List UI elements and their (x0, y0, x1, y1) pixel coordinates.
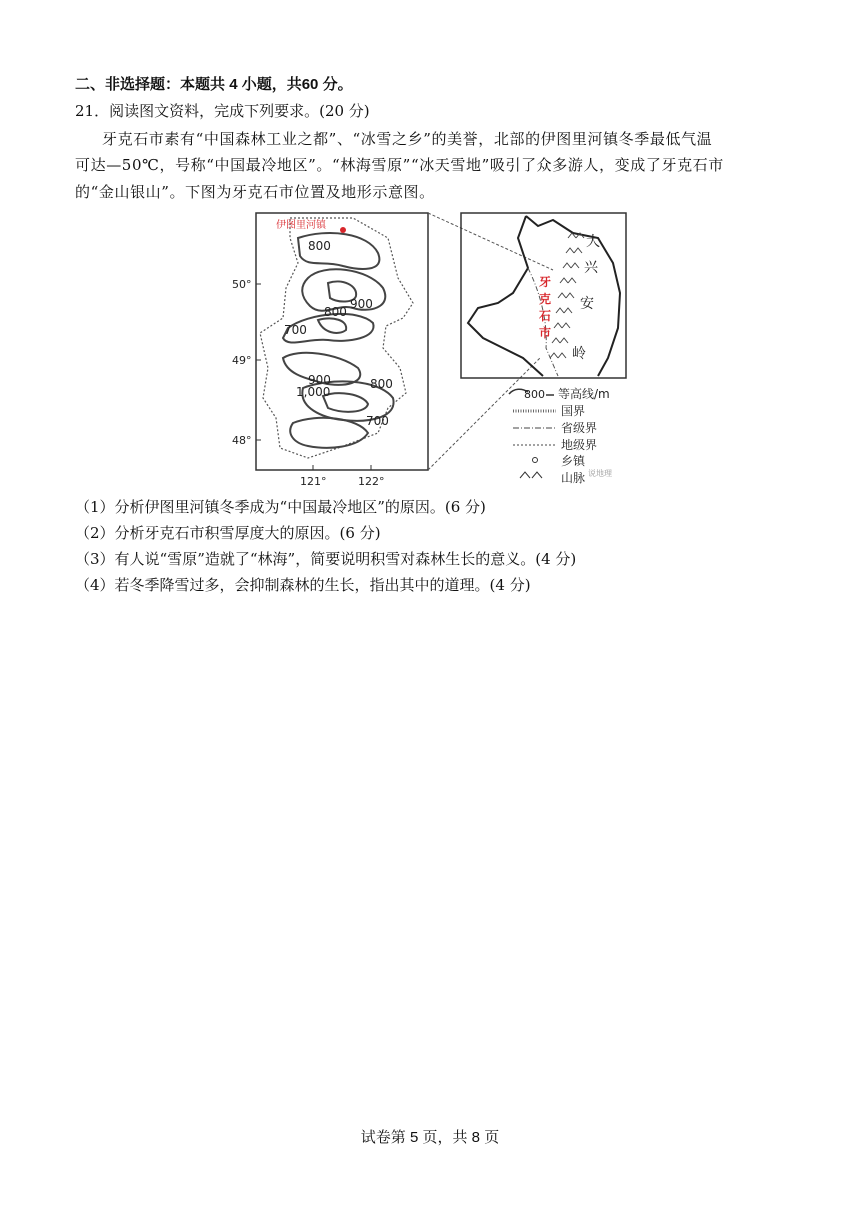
legend-mountain-symbol (520, 472, 542, 478)
question-title: 21．阅读图文资料，完成下列要求。(20 分) (75, 102, 370, 120)
legend-town-symbol (533, 458, 538, 463)
contour-label: 1,000 (296, 385, 331, 399)
inset-city-char: 市 (539, 326, 552, 340)
inset-range-char: 安 (580, 296, 594, 312)
watermark: 说地理 (588, 469, 612, 478)
subquestion-4: （4）若冬季降雪过多，会抑制森林的生长，指出其中的道理。(4 分) (75, 576, 531, 594)
town-marker (340, 227, 346, 233)
section-heading: 二、非选择题：本题共 4 小题，共60 分。 (75, 75, 353, 93)
longitude-label: 122° (358, 475, 385, 488)
legend-national-border: 国界 (561, 404, 586, 418)
inset-range-char: 大 (586, 234, 600, 250)
latitude-label: 49° (232, 354, 252, 367)
location-terrain-map (228, 208, 638, 490)
inset-range-char: 兴 (584, 260, 598, 276)
legend-contour-value: 800 (524, 388, 545, 401)
passage-line-2: 可达—50℃，号称“中国最冷地区”。“林海雪原”“冰天雪地”吸引了众多游人，变成了牙克石市 (75, 156, 724, 174)
legend-mountain: 山脉 (561, 471, 586, 485)
inset-city-char: 克 (539, 292, 552, 306)
subquestion-3: （3）有人说“雪原”造就了“林海”，简要说明积雪对森林生长的意义。(4 分) (75, 550, 577, 568)
page-footer: 试卷第 5 页，共 8 页 (360, 1128, 500, 1146)
page-number: 5 (409, 1129, 419, 1146)
subquestion-1: （1）分析伊图里河镇冬季成为“中国最冷地区”的原因。(6 分) (75, 498, 486, 516)
inset-range-char: 岭 (572, 346, 586, 362)
total-pages: 8 (471, 1129, 481, 1146)
latitude-label: 50° (232, 278, 252, 291)
legend-town: 乡镇 (561, 454, 586, 468)
inset-city-char: 石 (539, 309, 552, 323)
passage-line-3: 的“金山银山”。下图为牙克石市位置及地形示意图。 (75, 183, 435, 201)
legend-prefecture-border: 地级界 (561, 438, 598, 452)
town-label: 伊图里河镇 (276, 220, 326, 231)
longitude-label: 121° (300, 475, 327, 488)
legend-contour: 等高线/m (558, 387, 610, 401)
subquestion-2: （2）分析牙克石市积雪厚度大的原因。(6 分) (75, 524, 381, 542)
contour-label: 700 (366, 414, 389, 428)
contour-label: 900 (350, 297, 373, 311)
latitude-label: 48° (232, 434, 252, 447)
contour-label: 700 (284, 323, 307, 337)
legend-provincial-border: 省级界 (561, 421, 598, 435)
contour-label: 800 (370, 377, 393, 391)
contour-label: 800 (308, 239, 331, 253)
passage-line-1: 牙克石市素有“中国森林工业之都”、“冰雪之乡”的美誉，北部的伊图里河镇冬季最低气温 (102, 130, 713, 148)
contour-label: 800 (324, 305, 347, 319)
map-legend (509, 386, 612, 485)
contour-label: 900 (308, 373, 331, 387)
inset-city-char: 牙 (539, 275, 552, 289)
